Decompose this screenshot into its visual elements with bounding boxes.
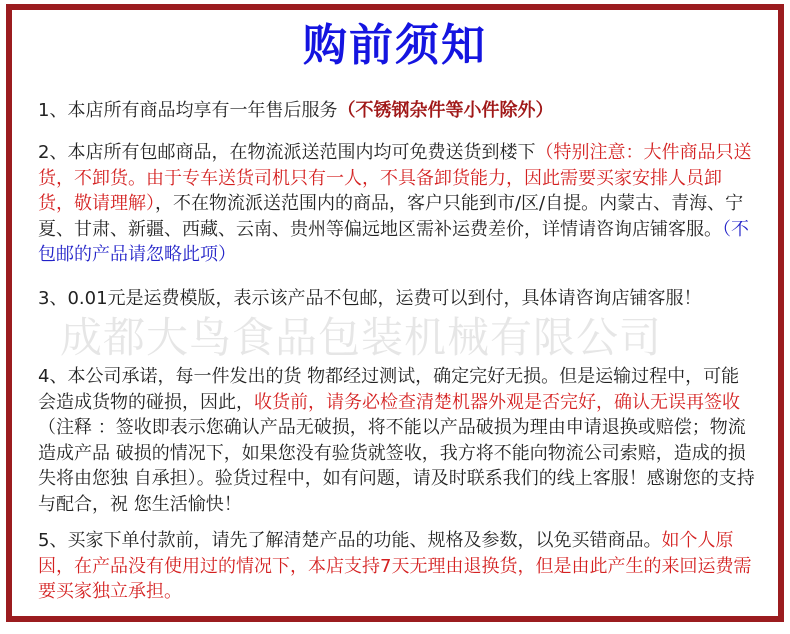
notice-item-4	[38, 364, 756, 517]
notice-item-3	[38, 286, 756, 312]
item-text: 5、买家下单付款前，请先了解清楚产品的功能、规格及参数，以免买错商品。	[38, 530, 662, 551]
item-highlight: （不锈钢杂件等小件除外）	[337, 100, 554, 121]
item-warning: 收货前，请务必检查清楚机器外观是否完好，确认无误再签收	[254, 391, 740, 413]
item-text: 1、本店所有商品均享有一年售后服务	[38, 100, 338, 121]
item-text: ，不在物流派送范围内的商品，客户只能到市/区/自提。内蒙古、青海、宁夏、甘肃、新疆、西藏、云南、贵州等偏远地区需补运费差价，详情请咨询店铺客服。	[38, 193, 744, 240]
notice-item-1	[38, 98, 756, 124]
watermark: 成都大鸟食品包装机械有限公司	[60, 313, 663, 362]
item-text: 3、0.01元是运费模版，表示该产品不包邮，运费可以到付，具体请咨询店铺客服！	[38, 288, 702, 309]
item-text: 4、本公司承诺，每一件发出的货 物都经过测试，确定完好无损。但是运输过程中，可能会造成货物的碰损，因此，	[38, 366, 740, 413]
page-title: 购前须知	[303, 20, 487, 71]
item-note: （不包邮的产品请忽略此项）	[38, 218, 749, 265]
item-warning: 如个人原因，在产品没有使用过的情况下，本店支持7天无理由退换货，但是由此产生的来回运费需要买家独立承担。	[38, 530, 752, 602]
item-text: （注释 ：签收即表示您确认产品无破损，将不能以产品破损为理由申请退换或赔偿；物流造成产品 破损的情况下，如果您没有验货就签收，我方将不能向物流公司索赔，造成的损失将由您独 自承担）。验货过程中，如有问题，请及时联系我们的线上客服！感谢您的支持与配合，祝 您生活愉快！	[38, 417, 755, 515]
notice-item-5	[38, 528, 756, 605]
item-text: 2、本店所有包邮商品，在物流派送范围内均可免费送货到楼下	[38, 142, 536, 163]
notice-item-2	[38, 140, 756, 268]
item-warning: （特别注意：大件商品只送货，不卸货。由于专车送货司机只有一人，不具备卸货能力，因此需要买家安排人员卸货，敬请理解）	[38, 142, 752, 214]
